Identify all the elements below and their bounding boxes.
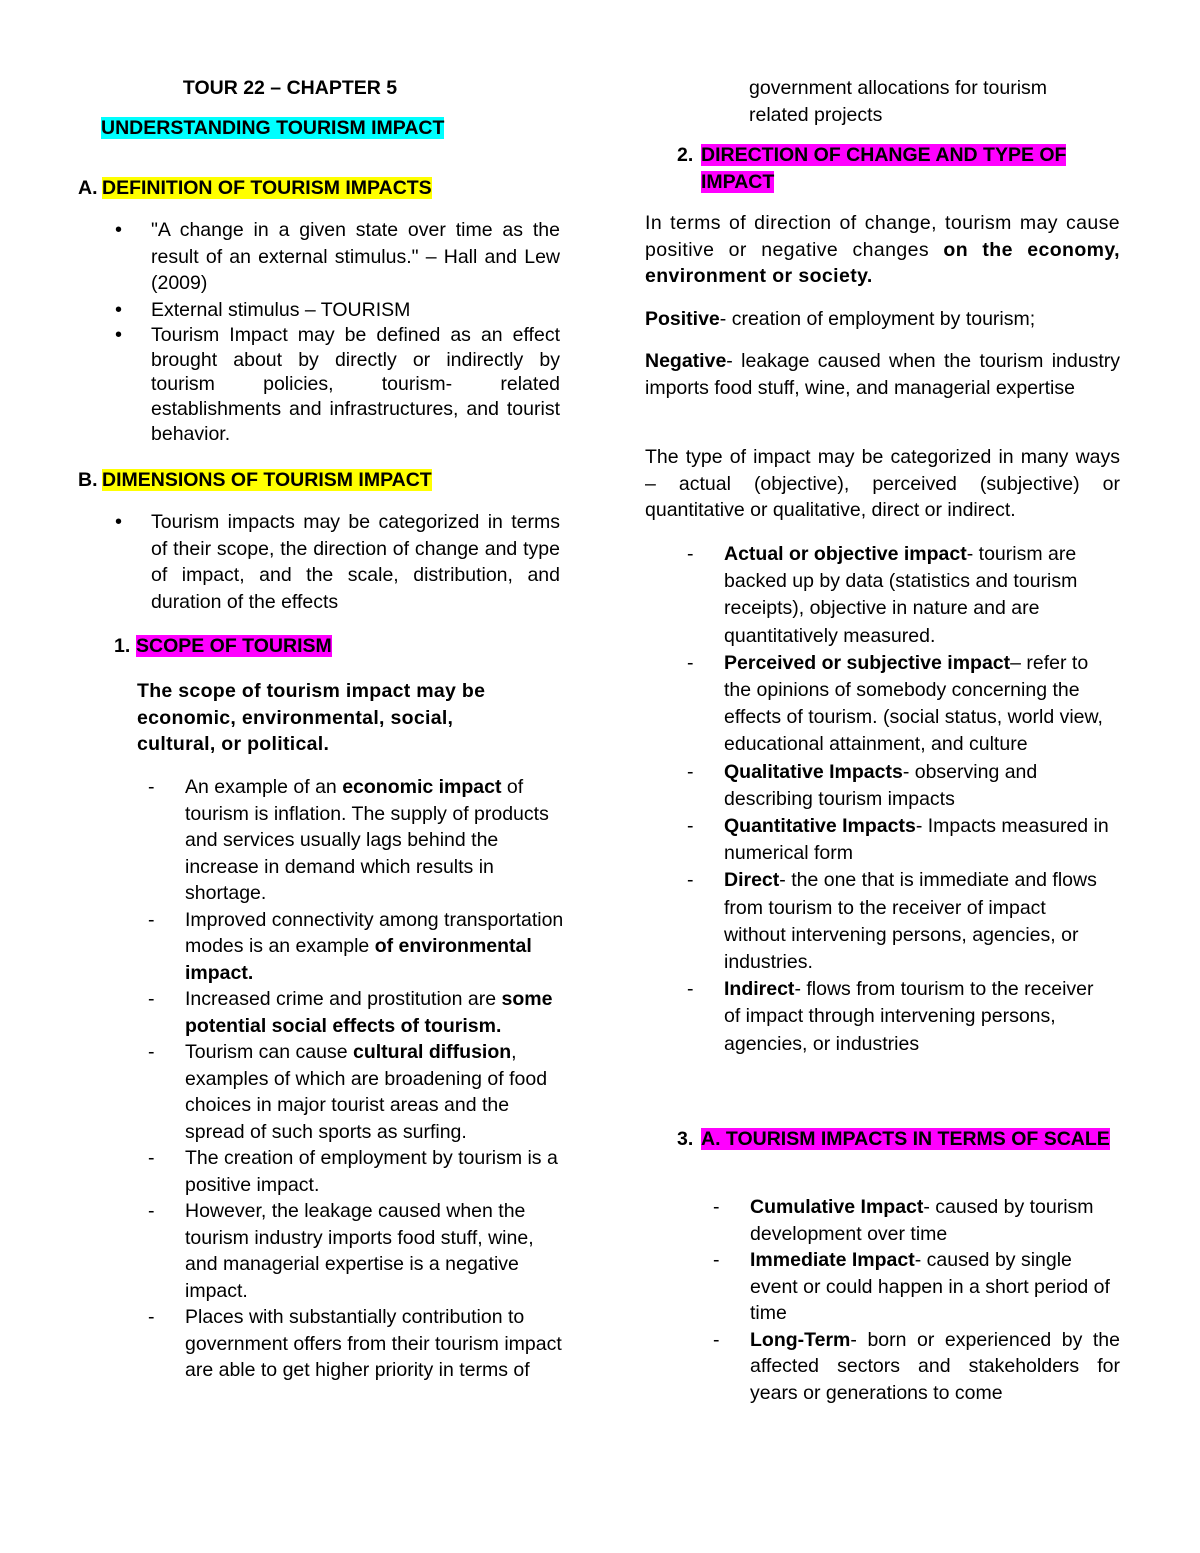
item-text: - Impacts measured in numerical form xyxy=(724,815,1109,865)
scale-list xyxy=(750,1194,1120,1406)
document-title: TOUR 22 – CHAPTER 5 xyxy=(182,77,398,99)
scope-statement: The scope of tourism impact may be economic, environmental, social, cultural, or political. xyxy=(137,680,486,755)
section-b-letter: B. xyxy=(78,469,98,491)
section-a-title: DEFINITION OF TOURISM IMPACTS xyxy=(102,177,432,199)
list-item xyxy=(185,774,565,907)
item-text: - born or experienced by the affected sectors and stakeholders for years or generations to come xyxy=(750,1328,1120,1404)
item-text: - tourism are backed up by data (statistics and tourism receipts), objective in nature and are quantitatively measured. xyxy=(724,543,1078,647)
scale-heading xyxy=(677,1126,1117,1153)
list-item xyxy=(750,1194,1120,1247)
item-bold: Quantitative Impacts xyxy=(724,815,916,838)
negative-text: - leakage caused when the tourism industry imports food stuff, wine, and managerial expertise xyxy=(645,350,1120,399)
item-bold: Immediate Impact xyxy=(750,1249,915,1271)
direction-paragraph xyxy=(645,210,1120,290)
list-item xyxy=(724,541,1109,650)
continued-text: government allocations for tourism related projects xyxy=(749,77,1048,126)
section-b-title: DIMENSIONS OF TOURISM IMPACT xyxy=(102,469,432,491)
section-a-heading xyxy=(78,175,568,202)
item-text: - the one that is immediate and flows from tourism to the receiver of impact without intervening persons, agencies, or industries. xyxy=(724,869,1097,974)
positive-label: Positive xyxy=(645,308,720,330)
section-b-list xyxy=(82,509,560,615)
scope-heading xyxy=(114,633,534,660)
direction-number: 2. xyxy=(677,144,694,166)
type-paragraph: The type of impact may be categorized in many ways – actual (objective), perceived (subjective) or quantitative or qualitative, direct or indirect. xyxy=(645,446,1120,521)
list-item xyxy=(724,759,1109,813)
item-bold: economic impact xyxy=(342,776,502,798)
section-a-list xyxy=(82,217,560,447)
list-item xyxy=(750,1247,1120,1327)
section-a-letter: A. xyxy=(78,177,98,199)
item-text: – refer to the opinions of somebody concerning the effects of tourism. (social status, world view, educational attainment, and culture xyxy=(724,651,1103,756)
list-item xyxy=(724,976,1109,1058)
type-list xyxy=(724,541,1109,1058)
direction-title: DIRECTION OF CHANGE AND TYPE OF IMPACT xyxy=(701,144,1067,193)
item-bold: cultural diffusion xyxy=(353,1041,512,1063)
item-text: , examples of which are broadening of food choices in major tourist areas and the spread of such sports as surfing. xyxy=(185,1041,548,1143)
paragraph-bold: on the economy, environment or society. xyxy=(645,238,1120,287)
positive-paragraph xyxy=(645,306,1120,333)
item-text: Increased crime and prostitution are xyxy=(185,988,502,1010)
item-bold: Long-Term xyxy=(750,1328,851,1351)
scale-number: 3. xyxy=(677,1128,694,1150)
item-text: - flows from tourism to the receiver of impact through intervening persons, agencies, or industries xyxy=(724,978,1094,1055)
list-item: • Tourism impacts may be categorized in terms of their scope, the direction of change and type of impact, and the scale, distribution, and duration of the effects xyxy=(82,509,560,615)
item-text: The creation of employment by tourism is a positive impact. xyxy=(185,1147,558,1196)
item-text: Places with substantially contribution to government offers from their tourism impact are able to get higher priority in terms of xyxy=(185,1306,562,1381)
item-text: However, the leakage caused when the tourism industry imports food stuff, wine, and managerial expertise is a negative impact. xyxy=(185,1200,534,1302)
list-item xyxy=(185,1039,565,1145)
list-item xyxy=(185,1145,565,1198)
item-bold: Perceived or subjective impact xyxy=(724,651,1011,674)
scale-title: A. TOURISM IMPACTS IN TERMS OF SCALE xyxy=(701,1128,1110,1150)
document-subtitle-text: UNDERSTANDING TOURISM IMPACT xyxy=(101,117,445,139)
scope-title: SCOPE OF TOURISM xyxy=(136,635,332,657)
item-text: - caused by single event or could happen in a short period of time xyxy=(750,1249,1110,1324)
list-item xyxy=(185,986,565,1039)
section-b-heading xyxy=(78,467,568,494)
list-item xyxy=(750,1327,1120,1407)
item-text: - caused by tourism development over time xyxy=(750,1196,1094,1245)
paragraph-text: In terms of direction of change, tourism may cause positive or negative changes xyxy=(645,212,1120,261)
list-item xyxy=(724,813,1109,867)
list-item: • External stimulus – TOURISM xyxy=(82,297,560,324)
list-item xyxy=(185,1304,565,1384)
item-text: of tourism is inflation. The supply of products and services usually lags behind the increase in demand which results in shortage. xyxy=(185,776,549,904)
list-item xyxy=(724,867,1109,976)
item-text: An example of an xyxy=(185,776,343,798)
negative-label: Negative xyxy=(645,350,727,372)
item-bold: Indirect xyxy=(724,978,795,1001)
negative-paragraph xyxy=(645,348,1120,401)
list-item xyxy=(724,650,1109,759)
item-text: Tourism can cause xyxy=(185,1041,353,1063)
item-text: - observing and describing tourism impacts xyxy=(724,760,1038,810)
scope-list xyxy=(185,774,565,1384)
document-subtitle xyxy=(101,115,444,142)
item-bold: Actual or objective impact xyxy=(724,543,967,565)
item-bold: of environmental impact. xyxy=(185,935,532,984)
list-item: • "A change in a given state over time as the result of an external stimulus." – Hall and Lew (2009) xyxy=(82,217,560,297)
positive-text: - creation of employment by tourism; xyxy=(719,308,1036,330)
item-bold: some potential social effects of tourism. xyxy=(185,988,553,1037)
scope-number: 1. xyxy=(114,635,131,657)
list-item xyxy=(185,907,565,987)
list-item: • Tourism Impact may be defined as an effect brought about by directly or indirectly by tourism policies, tourism- related establishments and infrastructures, and tourist behavior. xyxy=(82,323,560,447)
item-text: Improved connectivity among transportation modes is an example xyxy=(185,908,564,957)
direction-heading xyxy=(677,142,1117,195)
item-bold: Direct xyxy=(724,869,780,892)
item-bold: Cumulative Impact xyxy=(750,1196,924,1218)
item-bold: Qualitative Impacts xyxy=(724,760,903,783)
list-item xyxy=(185,1198,565,1304)
